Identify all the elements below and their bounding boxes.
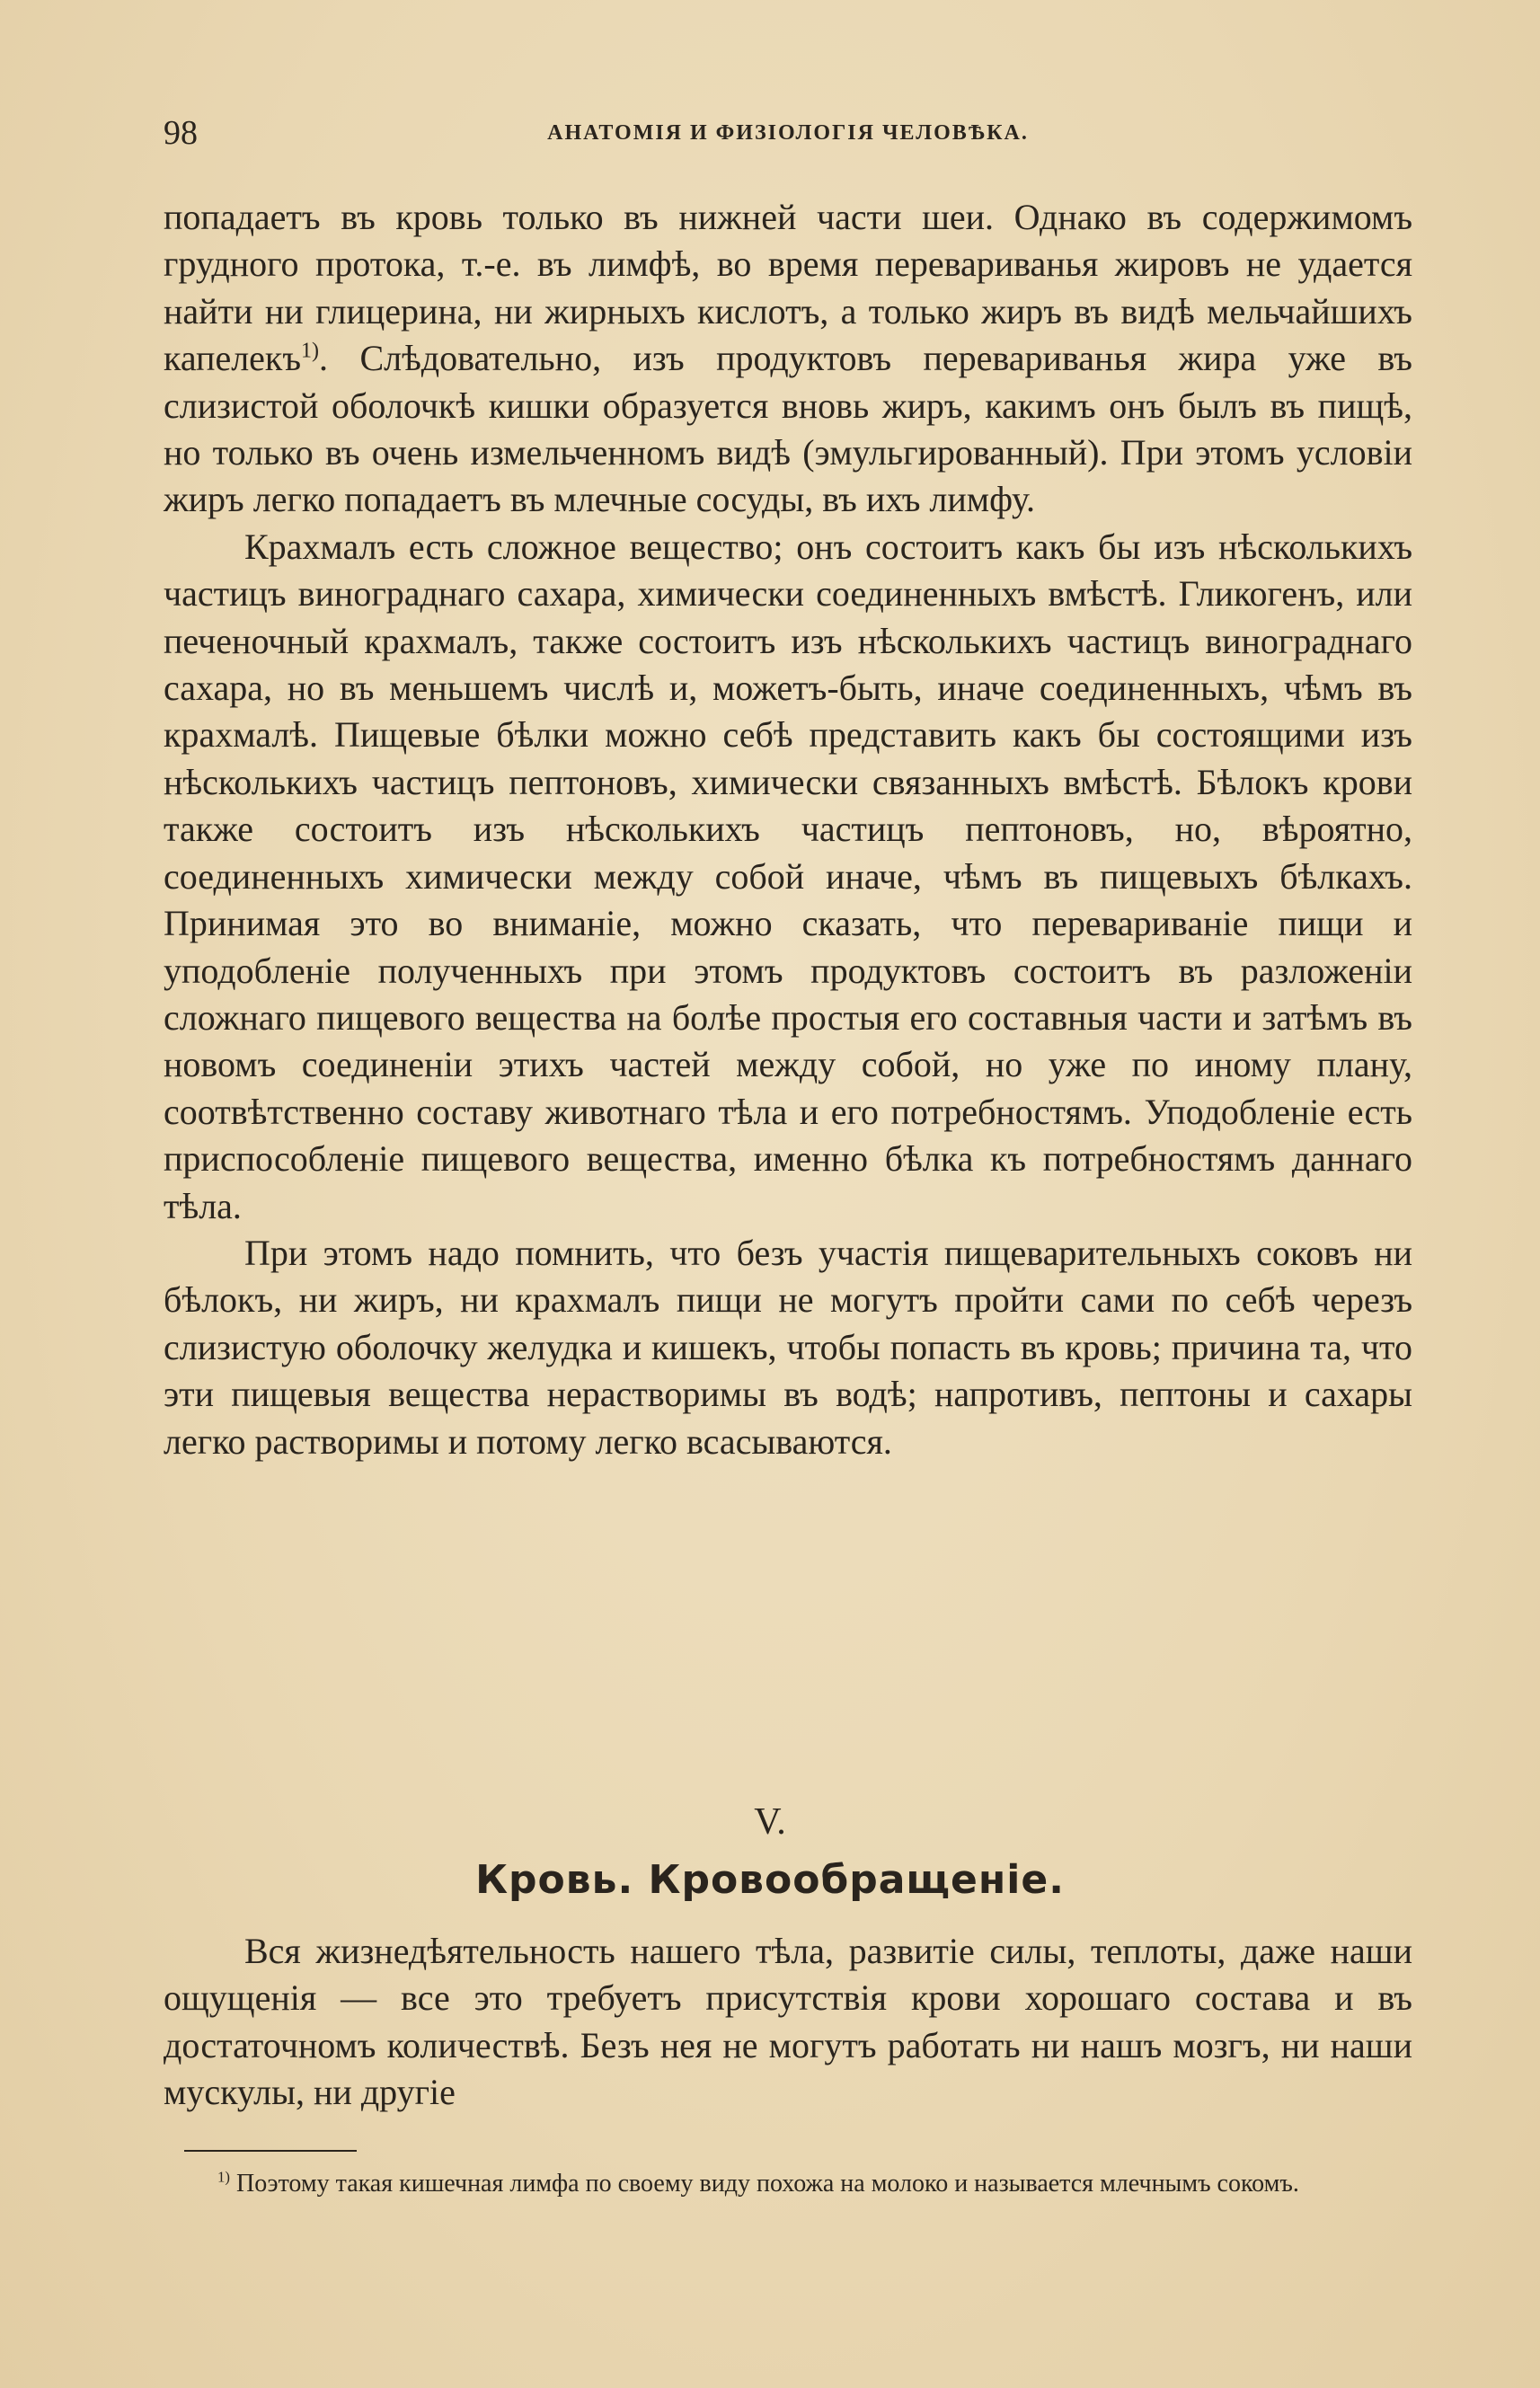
footnote-ref[interactable]: 1) (301, 339, 320, 363)
section-number: V. (754, 1801, 786, 1843)
body-text-bottom (164, 1928, 1412, 2117)
section-title: Кровь. Кровообращеніе. (475, 1857, 1065, 1903)
footnote-divider (184, 2150, 357, 2152)
body-text-top (164, 194, 1412, 1465)
paragraph: попадаетъ въ кровь только въ нижней части шеи. Однако въ содержимомъ грудного протока, т.-е. въ лимфѣ, во время переваpиванья жировъ не удается найти ни глицерина, ни жирныхъ кислотъ, а только жиръ въ видѣ мельчайшихъ капелекъ$^{1)}$. Слѣдовательно, изъ продуктовъ перевариванья жира уже въ слизистой оболочкѣ кишки образуется вновь жиръ, какимъ онъ былъ въ пищѣ, но только въ очень измельченномъ видѣ (эмульгированный). При этомъ условіи жиръ легко попадаетъ въ млечные сосуды, въ ихъ лимфу. (164, 197, 1412, 520)
page-header (164, 106, 1412, 160)
footnote-marker: 1) (217, 2168, 230, 2186)
footnote-text: Поэтому такая кишечная лимфа по своему виду похожа на молоко и называется млечнымъ сокомъ. (229, 2170, 1299, 2198)
running-head: АНАТОМІЯ И ФИЗІОЛОГІЯ ЧЕЛОВѢКА. (547, 121, 1029, 145)
paragraph: Вся жизнедѣятельность нашего тѣла, развитіе силы, теплоты, даже наши ощущенія — все это требуетъ присутствія крови хорошаго состава и въ достаточномъ количествѣ. Безъ нея не могутъ работать ни нашъ мозгъ, ни наши мускулы, ни другіе (164, 1931, 1412, 2113)
page-number: 98 (164, 114, 198, 152)
paragraph: Крахмалъ есть сложное вещество; онъ состоитъ какъ бы изъ нѣсколькихъ частицъ винограднаго сахара, химически соединенныхъ вмѣстѣ. Гликогенъ, или печеночный крахмалъ, также состоитъ изъ нѣсколькихъ частицъ винограднаго сахара, но въ меньшемъ числѣ и, можетъ-быть, иначе соединенныхъ, чѣмъ въ крахмалѣ. Пищевые бѣлки можно себѣ представить какъ бы состоящими изъ нѣсколькихъ частицъ пептоновъ, химически связанныхъ вмѣстѣ. Бѣлокъ крови также состоитъ изъ нѣсколькихъ частицъ пептоновъ, но, вѣроятно, соединенныхъ химически между собой иначе, чѣмъ въ пищевыхъ бѣлкахъ. Принимая это во вниманіе, можно сказать, что перевариваніе пищи и уподобленіе полученныхъ при этомъ продуктовъ состоитъ въ разложеніи сложнаго пищевого вещества на болѣе простыя его составныя части и затѣмъ въ новомъ соединеніи этихъ частей между собой, но уже по иному плану, соотвѣтственно составу животнаго тѣла и его потребностямъ. Уподобленіе есть приспособленіе пищевого вещества, именно бѣлка къ потребностямъ даннаго тѣла. (164, 526, 1412, 1226)
paragraph: При этомъ надо помнить, что безъ участія пищеварительныхъ соковъ ни бѣлокъ, ни жиръ, ни крахмалъ пищи не могутъ пройти сами по себѣ черезъ слизистую оболочку желудка и кишекъ, чтобы попасть въ кровь; причина та, что эти пищевыя вещества нерастворимы въ водѣ; напротивъ, пептоны и сахары легко растворимы и потому легко всасываются. (164, 1232, 1412, 1462)
footnote (164, 2163, 1412, 2205)
